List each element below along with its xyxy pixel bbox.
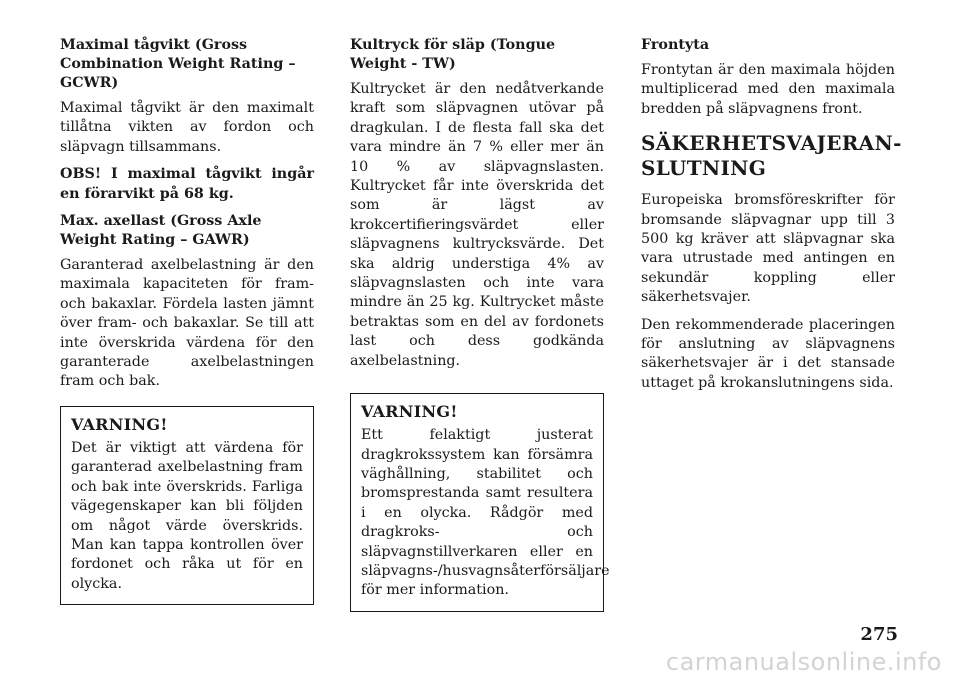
gawr-heading: Max. axellast (Gross Axle Weight Rating – GAWR) <box>60 213 262 249</box>
page-number: 275 <box>860 624 898 645</box>
watermark: carmanualsonline.info <box>665 648 942 676</box>
column-left <box>60 36 314 605</box>
warning-text: Ett felaktigt justerat dragkrokssystem kan försämra väghållning, stabilitet och bromsprestanda samt resultera i en olycka. Rådgör med dragkroks- och släpvagnstillverkaren eller en släpvagns-/husvagnsåterförsäljare för mer information. <box>361 427 610 599</box>
cable-placement-paragraph: Den rekommenderade placeringen för anslutning av släpvagnens säkerhetsvajer är i det stansade uttaget på krokanslutningens sida. <box>641 316 895 391</box>
tongue-weight-paragraph: Kultrycket är den nedåtverkande kraft som släpvagnen utövar på dragkulan. I de flesta fall ska det vara mindre än 7 % eller mer än 10 % av släpvagnslasten. Kultrycket får inte överskrida det som är lägst av krokcertifieringsvärdet eller släpvagnens kultrycksvärde. Det ska aldrig understiga 4% av släpvagnslasten och inte vara mindre än 25 kg. Kultrycket måste betraktas som en del av fordonets last och dess godkända axelbelastning. <box>350 81 604 369</box>
tongue-weight-heading: Kultryck för släp (Tongue Weight - TW) <box>350 37 556 72</box>
frontal-area-paragraph: Frontytan är den maximala höjden multiplicerad med den maximala bredden på släpvagnens front. <box>641 62 895 117</box>
column-right <box>641 36 902 401</box>
gawr-paragraph: Garanterad axelbelastning är den maximala kapaciteten för fram- och bakaxlar. Fördela lasten jämnt över fram- och bakaxlar. Se till att inte överskrida värdena för den garanterade axelbelastningen fram och bak. <box>60 257 314 390</box>
frontal-area-heading: Frontyta <box>641 37 710 53</box>
warning-text: Det är viktigt att värdena för garanterad axelbelastning fram och bak inte överskrids. Farliga vägegenskaper kan bli följden om något värde överskrids. Man kan tappa kontrollen över fordonet och råka ut för en olycka. <box>71 439 303 592</box>
driver-weight-note: OBS! I maximal tågvikt ingår en förarvikt på 68 kg. <box>60 166 314 202</box>
warning-title: VARNING! <box>361 402 458 422</box>
safety-cable-section-title: SÄKERHETSVAJERAN- SLUTNING <box>641 131 902 181</box>
brake-regulation-paragraph: Europeiska bromsföreskrifter för bromsande släpvagnar upp till 3 500 kg kräver att släpvagnar ska vara utrustade med antingen en sekundär koppling eller säkerhetsvajer. <box>641 192 895 306</box>
gcwr-heading: Maximal tågvikt (Gross Combination Weight Rating – GCWR) <box>60 37 296 91</box>
axle-warning-box <box>60 406 314 605</box>
hitch-warning-box <box>350 393 610 612</box>
warning-title: VARNING! <box>71 414 168 434</box>
gcwr-paragraph: Maximal tågvikt är den maximalt tillåtna vikten av fordon och släpvagn tillsammans. <box>60 100 314 155</box>
column-middle <box>350 36 610 612</box>
